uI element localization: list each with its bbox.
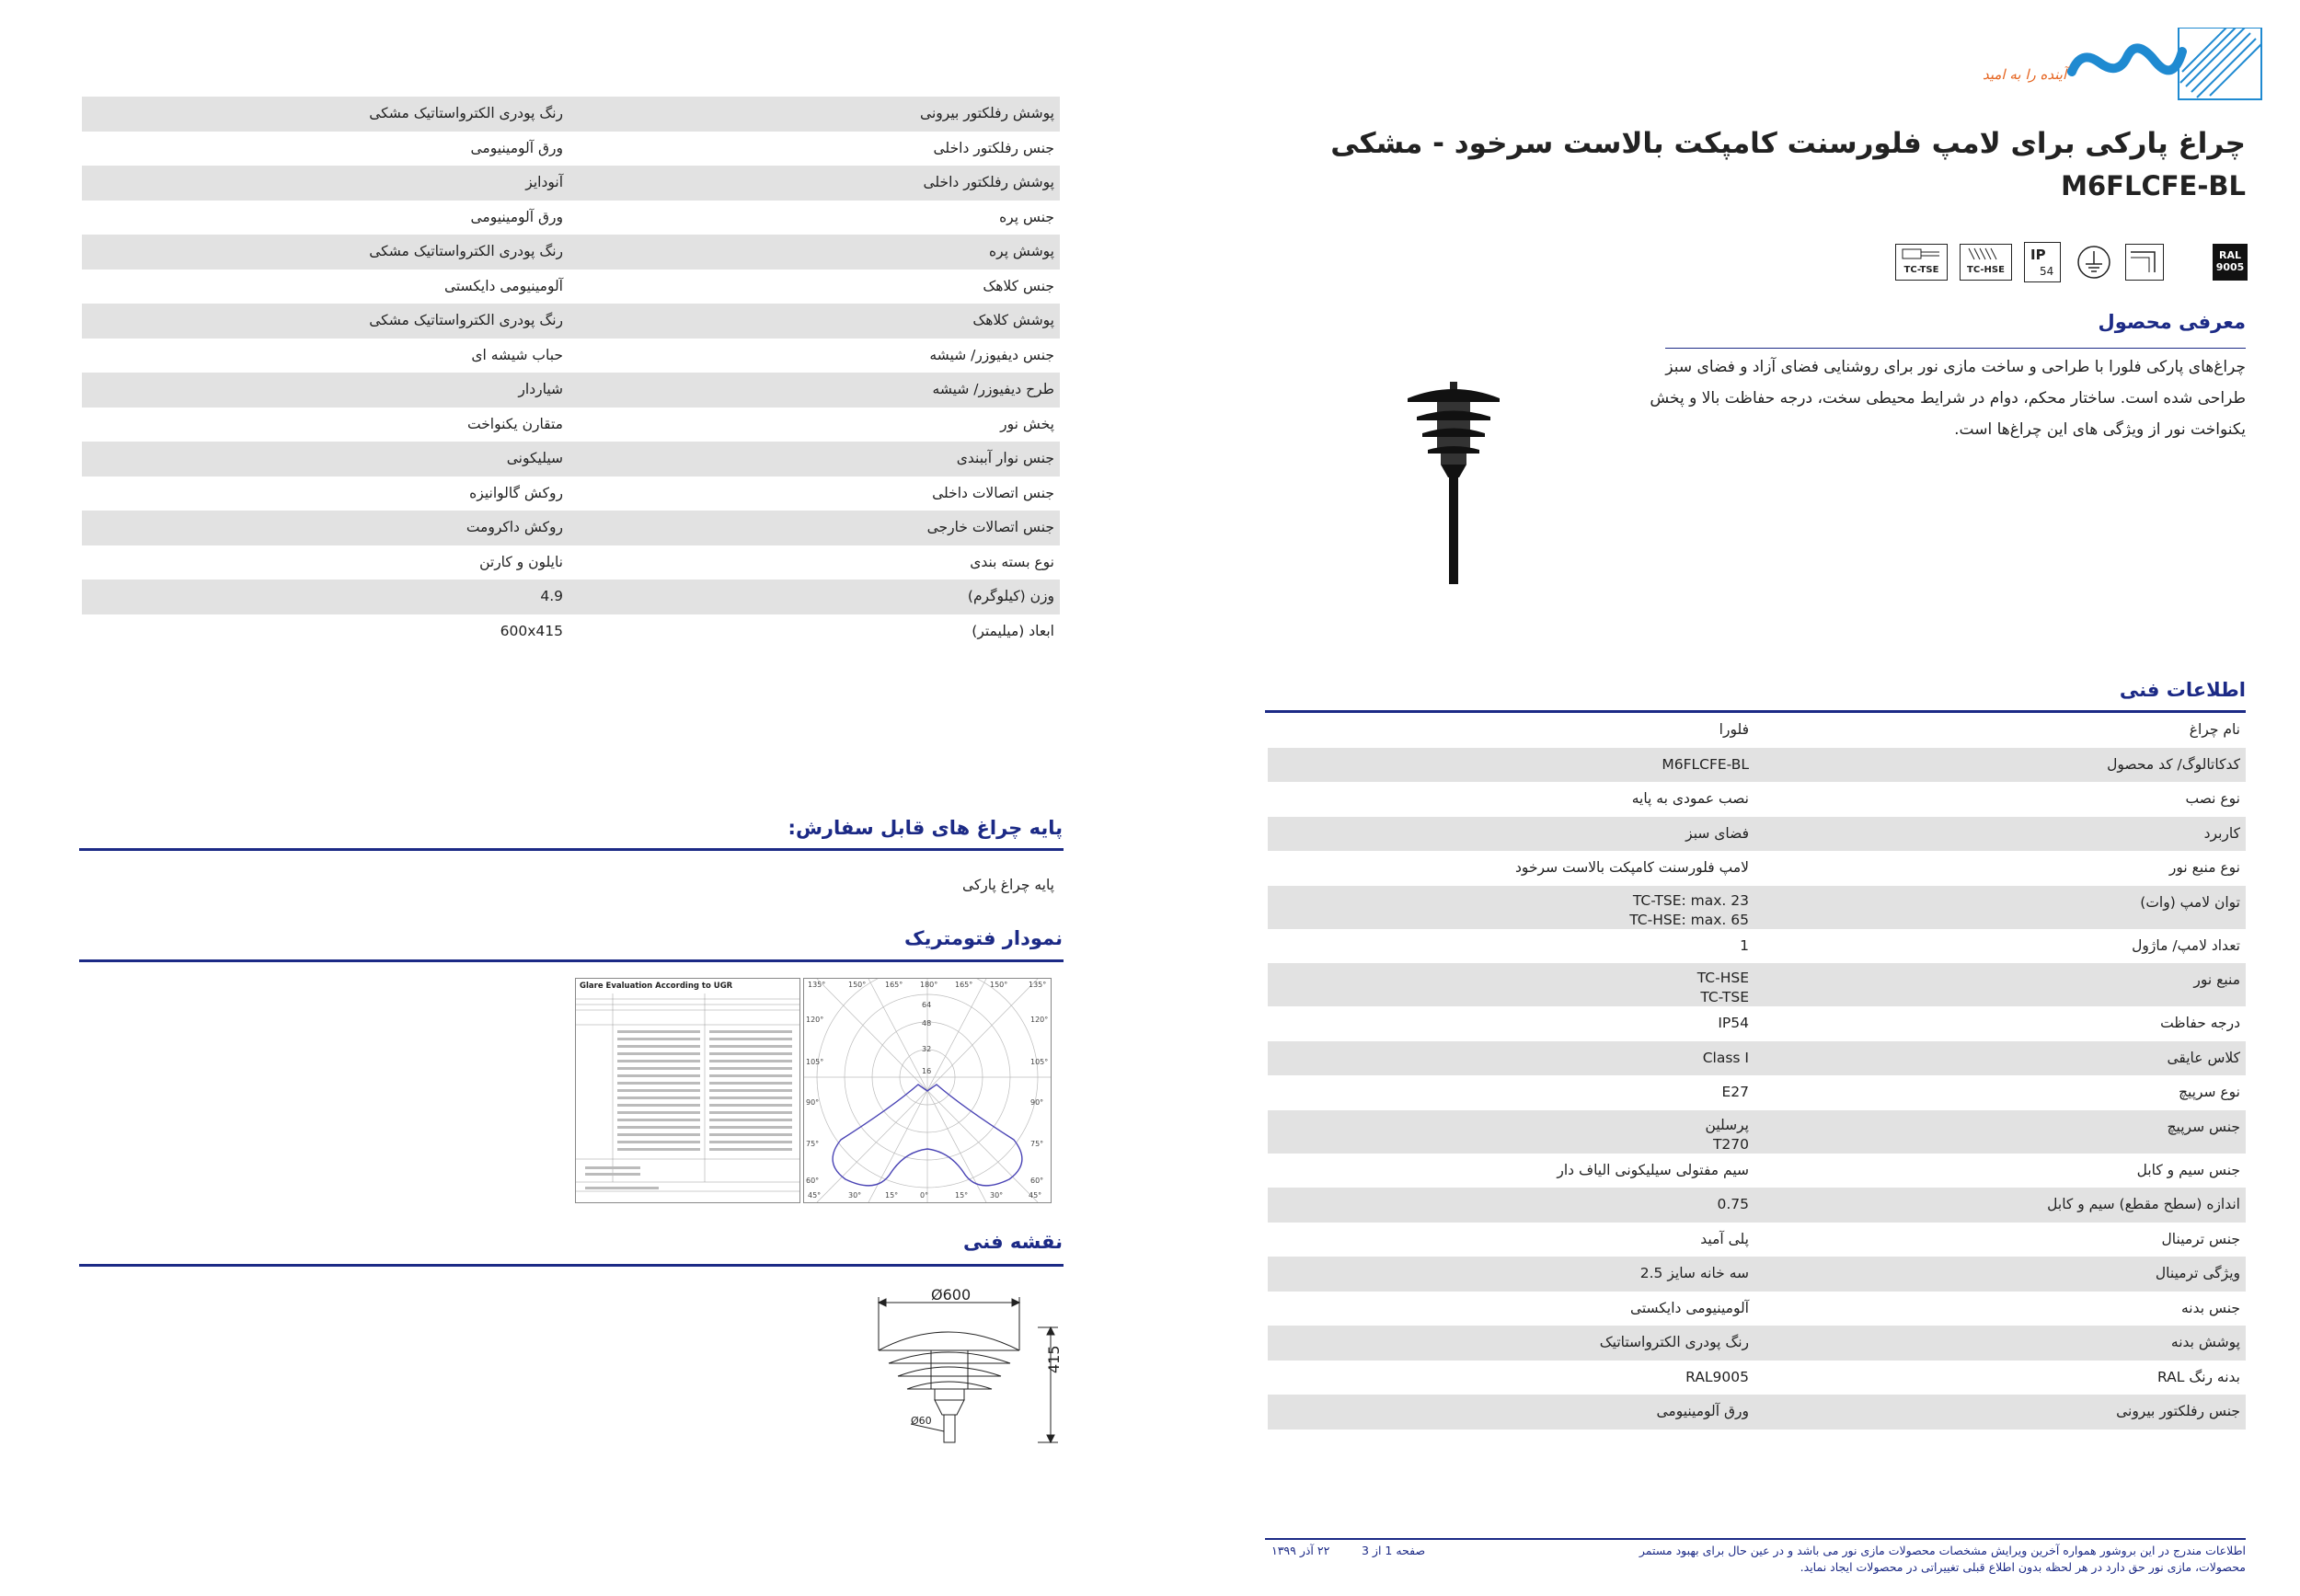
- ugr-table: [575, 978, 800, 1203]
- row-value-line: M6FLCFE-BL: [1662, 755, 1749, 773]
- table-row: [1268, 1395, 2246, 1430]
- row-label: جنس رفلکتور داخلی: [933, 139, 1054, 156]
- row-label: جنس کلاهک: [983, 277, 1054, 294]
- row-label: جنس نوار آببندی: [956, 450, 1054, 466]
- table-row: [82, 545, 1060, 580]
- row-label: طرح دیفیوزر/ شیشه: [932, 381, 1054, 397]
- row-value: [518, 381, 563, 397]
- row-label: جنس رفلکتور بیرونی: [2116, 1403, 2240, 1419]
- polar-tick-label: 60°: [806, 1177, 820, 1185]
- row-value-line: رنگ پودری الکترواستاتیک مشکی: [369, 105, 563, 121]
- intro-rule: [1665, 348, 2246, 349]
- polar-tick-label: 15°: [885, 1191, 899, 1200]
- row-value: [1632, 790, 1749, 807]
- row-value-line: روکش گالوانیزه: [469, 484, 563, 501]
- row-value: [469, 485, 563, 501]
- footer-date: ۲۲ آذر ۱۳۹۹: [1271, 1544, 1330, 1557]
- row-value-line: ورق آلومینیومی: [1656, 1403, 1749, 1419]
- table-row: [1268, 1223, 2246, 1257]
- row-value: [500, 623, 563, 639]
- row-value-line: شیاردار: [518, 381, 563, 397]
- row-value: [1685, 825, 1749, 842]
- polar-tick-label: 75°: [806, 1140, 820, 1148]
- row-value: [1656, 1403, 1749, 1419]
- row-value: [471, 347, 563, 363]
- row-label: منبع نور: [2193, 971, 2240, 988]
- row-label: ویژگی ترمینال: [2155, 1265, 2240, 1281]
- row-label: تعداد لامپ/ ماژول: [2132, 936, 2240, 954]
- table-row: [1268, 886, 2246, 929]
- table-row: [1268, 1361, 2246, 1395]
- tc-tse-label: TC-TSE: [1903, 265, 1939, 275]
- table-row: [82, 304, 1060, 339]
- table-row: [82, 132, 1060, 166]
- table-row: [1268, 1326, 2246, 1361]
- polar-tick-label: 32: [922, 1045, 932, 1053]
- photometric-heading: نمودار فتومتریک: [903, 927, 1063, 949]
- intro-line: چراغ‌های پارکی فلورا با طراحی و ساخت مازی نور برای روشنایی فضای آزاد و فضای سبز: [1665, 358, 2246, 376]
- polar-tick-label: 135°: [808, 981, 826, 989]
- polar-tick-label: 180°: [920, 981, 938, 989]
- row-label: پوشش بدنه: [2170, 1334, 2240, 1350]
- row-value: [1718, 1015, 1749, 1031]
- row-value: [1662, 756, 1749, 773]
- row-value: [467, 416, 563, 432]
- row-value: [1640, 1265, 1749, 1281]
- row-value: [1706, 1116, 1749, 1154]
- polar-tick-label: 105°: [806, 1058, 824, 1066]
- polar-tick-label: 120°: [1030, 1016, 1049, 1024]
- row-label: نام چراغ: [2189, 721, 2240, 738]
- row-value-line: TC-HSE: [1696, 970, 1749, 986]
- polar-tick-label: 120°: [806, 1016, 824, 1024]
- row-value: [1703, 1050, 1749, 1066]
- row-label: جنس ترمینال: [2161, 1230, 2240, 1247]
- row-label: ابعاد (میلیمتر): [972, 622, 1054, 639]
- row-value-line: سیم مفتولی سیلیکونی الیاف دار: [1557, 1161, 1749, 1178]
- polar-tick-label: 165°: [885, 981, 903, 989]
- logo-mark-icon: [1969, 28, 2263, 101]
- table-row: [82, 339, 1060, 373]
- row-value: [525, 174, 563, 190]
- row-value: [470, 140, 563, 156]
- row-value-line: روکش داکرومت: [466, 519, 563, 535]
- drawing-base-label: Ø60: [911, 1415, 932, 1427]
- table-row: [1268, 817, 2246, 852]
- drawing-width-label: Ø600: [931, 1286, 972, 1303]
- table-row: [1268, 851, 2246, 886]
- row-value: [1721, 1084, 1749, 1100]
- footer-note-1: اطلاعات مندرج در این بروشور همواره آخرین ویرایش مشخصات محصولات مازی نور می باشد و در عین حال برای بهبود مستمر: [1639, 1544, 2246, 1557]
- table-row: [82, 235, 1060, 270]
- table-row: [1268, 1154, 2246, 1188]
- ugr-title: Glare Evaluation According to UGR: [580, 982, 733, 991]
- table-row: [82, 408, 1060, 442]
- row-label: نوع بسته بندی: [970, 553, 1054, 570]
- intro-line: یکنواخت نور از ویژگی های این چراغ‌ها است.: [1954, 420, 2246, 439]
- polar-tick-label: 150°: [848, 981, 867, 989]
- row-label: نوع منبع نور: [2168, 859, 2240, 876]
- row-label: بدنه رنگ RAL: [2157, 1368, 2240, 1385]
- poles-heading: پایه چراغ های قابل سفارش:: [788, 817, 1063, 839]
- row-label: پوشش رفلکتور داخلی: [923, 174, 1054, 190]
- row-label: پخش نور: [1000, 415, 1054, 432]
- table-row: [1268, 1188, 2246, 1223]
- row-value-line: ورق آلومینیومی: [470, 208, 563, 225]
- row-value: [369, 312, 563, 328]
- tc-hse-label: TC-HSE: [1967, 265, 2005, 275]
- table-row: [1268, 782, 2246, 817]
- row-value: [1719, 721, 1749, 738]
- polar-tick-label: 90°: [1030, 1098, 1044, 1107]
- row-label: جنس دیفیوزر/ شیشه: [929, 346, 1054, 363]
- table-row: [82, 614, 1060, 649]
- drawing-heading: نقشه فنی: [963, 1231, 1063, 1253]
- tech-table: [1268, 713, 2246, 1464]
- intro-line: طراحی شده است. ساختار محکم، دوام در شرایط محیطی سخت، درجه حفاظت بالا و پخش: [1650, 389, 2246, 408]
- row-value-line: رنگ پودری الکترواستاتیک مشکی: [369, 312, 563, 328]
- table-row: [1268, 1006, 2246, 1041]
- row-label: پوشش کلاهک: [972, 312, 1054, 328]
- table-row: [1268, 1257, 2246, 1292]
- polar-tick-label: 64: [922, 1001, 932, 1009]
- polar-tick-label: 75°: [1030, 1140, 1044, 1148]
- row-label: جنس سیم و کابل: [2136, 1161, 2240, 1178]
- row-label: کلاس عایقی: [2167, 1049, 2240, 1066]
- tc-hse-lamp-icon: [1960, 244, 2012, 281]
- table-row: [82, 270, 1060, 304]
- ip-rating-icon: [2024, 242, 2061, 282]
- row-value-line: فضای سبز: [1685, 824, 1749, 842]
- table-row: [82, 442, 1060, 477]
- row-value: [1600, 1334, 1749, 1350]
- row-value-line: آنودایز: [525, 174, 563, 190]
- row-value-line: 600x415: [500, 622, 563, 639]
- row-label: جنس بدنه: [2180, 1299, 2240, 1316]
- row-value-line: سه خانه سایز 2.5: [1639, 1265, 1749, 1281]
- drawing-rule: [79, 1264, 1064, 1267]
- polar-tick-label: 15°: [955, 1191, 969, 1200]
- drawing-height-label: 415: [1045, 1345, 1063, 1373]
- ip-value: 54: [2040, 265, 2054, 278]
- row-label: جنس اتصالات داخلی: [932, 484, 1054, 501]
- row-value: [1557, 1162, 1749, 1178]
- table-row: [1268, 1075, 2246, 1110]
- earth-ground-icon: [2076, 244, 2112, 281]
- row-label: نوع سرپیچ: [2178, 1084, 2240, 1100]
- polar-tick-label: 135°: [1029, 981, 1047, 989]
- row-value-line: سیلیکونی: [506, 450, 563, 466]
- row-value-line: متقارن یکنواخت: [466, 415, 563, 432]
- row-label: توان لامپ (وات): [2140, 893, 2240, 911]
- polar-tick-label: 150°: [990, 981, 1008, 989]
- row-value-line: 4.9: [540, 588, 563, 604]
- intro-heading: معرفی محصول: [2098, 311, 2246, 333]
- table-row: [1268, 1430, 2246, 1464]
- row-label: اندازه (سطح مقطع) سیم و کابل: [2047, 1196, 2240, 1212]
- row-value: [369, 105, 563, 121]
- tech-heading: اطلاعات فنی: [2119, 679, 2246, 701]
- row-label: جنس پره: [999, 208, 1054, 225]
- row-value-line: ورق آلومینیومی: [470, 139, 563, 156]
- polar-tick-label: 45°: [1029, 1191, 1042, 1200]
- polar-tick-label: 30°: [848, 1191, 862, 1200]
- row-label: وزن (کیلوگرم): [967, 588, 1054, 604]
- table-row: [82, 477, 1060, 511]
- product-title: چراغ پارکی برای لامپ فلورسنت کامپکت بالاست سرخود - مشکی: [1330, 127, 2246, 160]
- table-row: [1268, 1041, 2246, 1076]
- ral-label: RAL: [2219, 249, 2241, 261]
- row-value: [1685, 1369, 1749, 1385]
- row-value-line: 1: [1740, 936, 1749, 954]
- pole-item: پایه چراغ پارکی: [961, 877, 1054, 893]
- row-value-line: TC-HSE: max. 65: [1629, 911, 1749, 928]
- row-value-line: 0.75: [1717, 1196, 1749, 1212]
- polar-tick-label: 165°: [955, 981, 973, 989]
- table-row: [1268, 713, 2246, 748]
- table-row: [82, 201, 1060, 235]
- row-label: کاربرد: [2203, 824, 2240, 842]
- table-row: [1268, 1110, 2246, 1154]
- table-row: [82, 580, 1060, 614]
- row-value-line: نصب عمودی به پایه: [1631, 790, 1749, 807]
- footer-page: صفحه 1 از 3: [1362, 1544, 1426, 1557]
- row-label: جنس اتصالات خارجی: [926, 519, 1054, 535]
- row-label: پوشش پره: [989, 243, 1054, 259]
- polar-tick-label: 60°: [1030, 1177, 1044, 1185]
- row-value: [369, 243, 563, 259]
- brand-logo: [1969, 28, 2263, 101]
- row-value: [1630, 1300, 1749, 1316]
- row-label: نوع نصب: [2185, 790, 2240, 807]
- table-row: [82, 511, 1060, 545]
- row-value: [1697, 969, 1749, 1007]
- row-value-line: Class I: [1702, 1049, 1749, 1066]
- row-value-line: رنگ پودری الکترواستاتیک: [1599, 1334, 1749, 1350]
- polar-tick-label: 45°: [808, 1191, 822, 1200]
- poles-rule: [79, 848, 1064, 851]
- table-row: [82, 373, 1060, 408]
- ral-color-icon: [2213, 244, 2248, 281]
- row-value: [479, 554, 563, 570]
- row-value-line: پلی آمید: [1700, 1230, 1749, 1247]
- product-image: [1380, 373, 1527, 584]
- row-value-line: رنگ پودری الکترواستاتیک مشکی: [369, 243, 563, 259]
- row-value-line: TC-TSE: [1700, 989, 1749, 1005]
- photometric-rule: [79, 959, 1064, 962]
- ip-label: IP: [2030, 247, 2046, 263]
- table-row: [82, 97, 1060, 132]
- ral-value: 9005: [2215, 261, 2245, 273]
- technical-drawing: [874, 1286, 1076, 1456]
- row-value: [444, 278, 563, 294]
- row-value: [466, 519, 563, 535]
- row-value: [507, 450, 563, 466]
- polar-tick-label: 48: [922, 1019, 932, 1028]
- table-row: [1268, 929, 2246, 964]
- polar-tick-label: 30°: [990, 1191, 1004, 1200]
- footer-note-2: محصولات، مازی نور حق دارد در هر لحظه بدون اطلاع قبلی تغییراتی در محصولات ایجاد نماید.: [1800, 1560, 2246, 1574]
- row-label: پوشش رفلکتور بیرونی: [920, 105, 1054, 121]
- footer-rule: [1265, 1538, 2246, 1540]
- row-value-line: نایلون و کارتن: [479, 553, 563, 570]
- row-value-line: فلورا: [1719, 721, 1749, 738]
- row-value: [1717, 1196, 1749, 1212]
- row-value-line: لامپ فلورسنت کامپکت بالاست سرخود: [1515, 859, 1749, 876]
- tc-tse-lamp-icon: [1895, 244, 1948, 281]
- polar-tick-label: 105°: [1030, 1058, 1049, 1066]
- row-value-line: TC-TSE: max. 23: [1632, 891, 1749, 909]
- polar-tick-label: 90°: [806, 1098, 820, 1107]
- product-code: M6FLCFE-BL: [2061, 170, 2246, 201]
- badge-row: [1895, 242, 2249, 283]
- row-value: [540, 588, 563, 604]
- row-value: [470, 209, 563, 225]
- row-value-line: RAL9005: [1685, 1368, 1749, 1385]
- row-value-line: آلومینیومی دایکستی: [1629, 1299, 1749, 1316]
- row-value: [1700, 1231, 1749, 1247]
- table-row: [1268, 963, 2246, 1006]
- row-value-line: E27: [1721, 1084, 1749, 1100]
- row-value-line: آلومینیومی دایکستی: [443, 277, 563, 294]
- row-value: [1515, 859, 1749, 876]
- tech-table-continued: [82, 97, 1060, 649]
- row-label: جنس سرپیچ: [2167, 1118, 2240, 1135]
- polar-diagram: [803, 978, 1052, 1203]
- polar-tick-label: 16: [922, 1067, 932, 1075]
- row-label: درجه حفاظت: [2160, 1015, 2240, 1031]
- row-value-line: IP54: [1718, 1015, 1749, 1031]
- row-value: [1629, 891, 1749, 930]
- row-value-line: پرسلین: [1705, 1116, 1749, 1133]
- table-row: [1268, 748, 2246, 783]
- table-row: [1268, 1292, 2246, 1326]
- mounting-surface-icon: [2125, 244, 2164, 281]
- polar-tick-label: 0°: [920, 1191, 929, 1200]
- row-value-line: حباب شیشه ای: [471, 346, 563, 363]
- row-value-line: T270: [1712, 1135, 1749, 1153]
- table-row: [82, 166, 1060, 201]
- row-value: [1740, 937, 1749, 954]
- intro-text: [1648, 351, 2246, 445]
- brand-tagline: آینده را به امید: [1983, 66, 2067, 83]
- row-label: کدکاتالوگ/ کد محصول: [2107, 755, 2240, 773]
